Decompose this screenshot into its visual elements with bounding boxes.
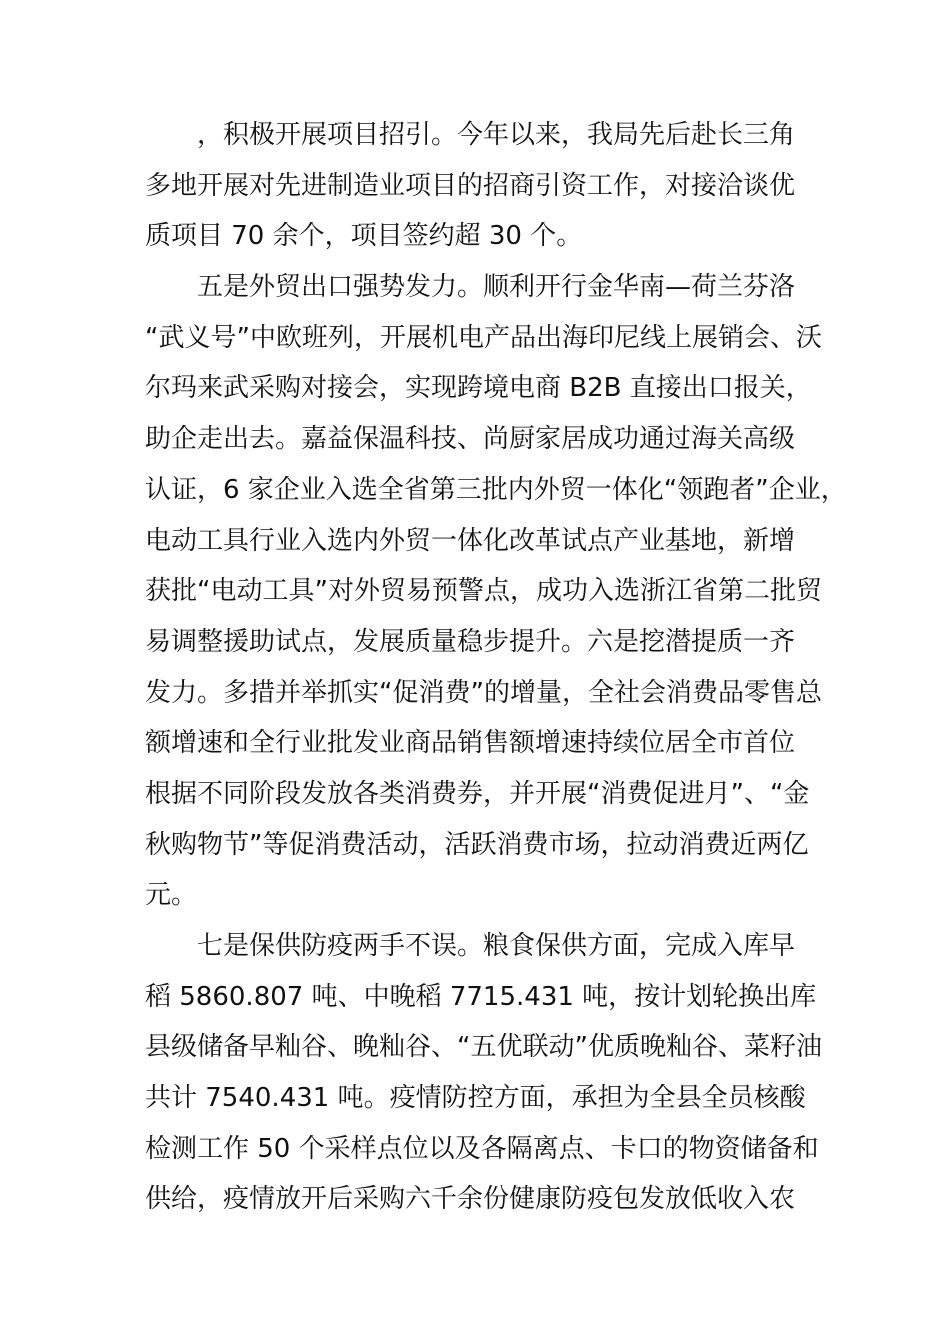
- text-line: 秋购物节”等促消费活动，活跃消费市场，拉动消费近两亿: [145, 829, 809, 860]
- text-line: 获批“电动工具”对外贸易预警点，成功入选浙江省第二批贸: [145, 576, 822, 607]
- text-line: 根据不同阶段发放各类消费券，并开展“消费促进月”、“金: [145, 778, 810, 809]
- text-line: 五是外贸出口强势发力。顺利开行金华南—荷兰芬洛: [145, 272, 796, 303]
- text-line: 额增速和全行业批发业商品销售额增速持续位居全市首位: [145, 728, 796, 759]
- text-line: “武义号”中欧班列，开展机电产品出海印尼线上展销会、沃: [145, 322, 822, 353]
- text-line: 共计 7540.431 吨。疫情防控方面，承担为全县全员核酸: [145, 1083, 806, 1114]
- text-line: 质项目 70 余个，项目签约超 30 个。: [145, 221, 583, 252]
- text-line: 稻 5860.807 吨、中晚稻 7715.431 吨，按计划轮换出库: [145, 981, 817, 1012]
- text-line: 元。: [145, 880, 198, 911]
- text-line: 助企走出去。嘉益保温科技、尚厨家居成功通过海关高级: [145, 424, 796, 455]
- text-line: ，积极开展项目招引。今年以来，我局先后赴长三角: [145, 120, 796, 150]
- text-line: 检测工作 50 个采样点位以及各隔离点、卡口的物资储备和: [145, 1133, 819, 1164]
- text-line: 发力。多措并举抓实“促消费”的增量，全社会消费品零售总: [145, 677, 822, 708]
- text-line: 易调整援助试点，发展质量稳步提升。六是挖潜提质一齐: [145, 626, 796, 657]
- body-text: [145, 110, 845, 1225]
- text-line: 电动工具行业入选内外贸一体化改革试点产业基地，新增: [145, 525, 796, 556]
- text-line: 多地开展对先进制造业项目的招商引资工作，对接洽谈优: [145, 170, 796, 201]
- text-line: 供给，疫情放开后采购六千余份健康防疫包发放低收入农: [145, 1184, 796, 1215]
- text-line: 县级储备早籼谷、晚籼谷、“五优联动”优质晚籼谷、菜籽油: [145, 1032, 822, 1063]
- text-line: 尔玛来武采购对接会，实现跨境电商 B2B 直接出口报关，: [145, 373, 812, 404]
- text-line: 认证，6 家企业入选全省第三批内外贸一体化“领跑者”企业，: [145, 474, 847, 505]
- text-line: 七是保供防疫两手不误。粮食保供方面，完成入库早: [145, 931, 796, 961]
